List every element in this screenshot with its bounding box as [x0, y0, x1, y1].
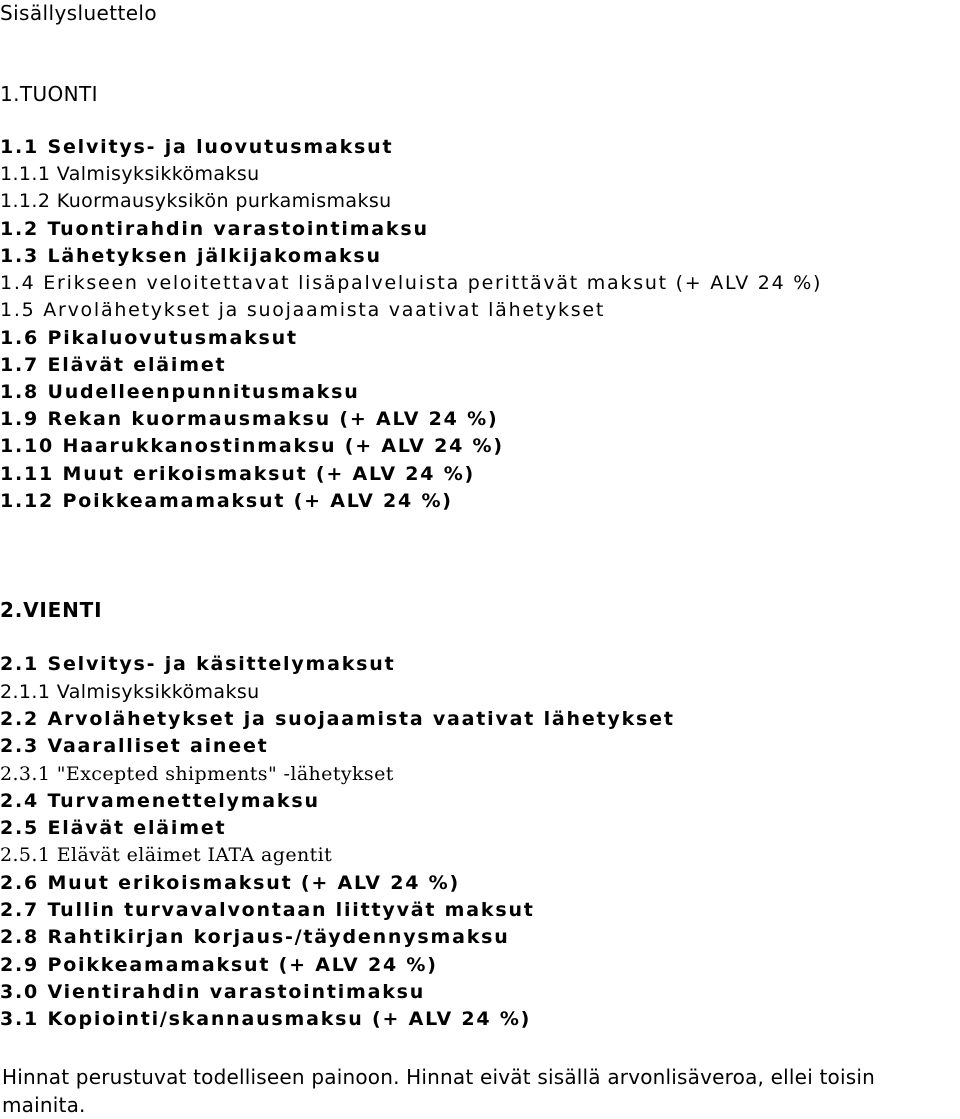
toc-entry-2-1-1: 2.1.1 Valmisyksikkömaksu — [0, 681, 260, 703]
toc-entry-1-2: 1.2 Tuontirahdin varastointimaksu — [0, 218, 429, 240]
toc-entry-2-1: 2.1 Selvitys- ja käsittelymaksut — [0, 653, 396, 675]
toc-entry-2-2: 2.2 Arvolähetykset ja suojaamista vaativat lähetykset — [0, 708, 675, 730]
toc-entry-1-8: 1.8 Uudelleenpunnitusmaksu — [0, 381, 360, 403]
toc-entry-1-3: 1.3 Lähetyksen jälkijakomaksu — [0, 245, 382, 267]
toc-entry-2-3: 2.3 Vaaralliset aineet — [0, 735, 269, 757]
toc-entry-2-3-1: 2.3.1 "Excepted shipments" -lähetykset — [0, 763, 394, 785]
toc-entry-2-9: 2.9 Poikkeamamaksut (+ ALV 24 %) — [0, 954, 438, 976]
toc-entry-2-7: 2.7 Tullin turvavalvontaan liittyvät maksut — [0, 899, 535, 921]
toc-entry-3-1: 3.1 Kopiointi/skannausmaksu (+ ALV 24 %) — [0, 1008, 532, 1030]
toc-entry-2-5-1: 2.5.1 Elävät eläimet IATA agentit — [0, 844, 333, 866]
toc-entry-1-12: 1.12 Poikkeamamaksut (+ ALV 24 %) — [0, 490, 453, 512]
toc-entry-1-1-1: 1.1.1 Valmisyksikkömaksu — [0, 163, 260, 185]
pricing-note: Hinnat perustuvat todelliseen painoon. Hinnat eivät sisällä arvonlisäveroa, ellei toisin mainita. — [2, 1065, 875, 1117]
toc-entry-1-4: 1.4 Erikseen veloitettavat lisäpalveluista perittävät maksut (+ ALV 24 %) — [0, 272, 823, 294]
toc-entry-1-5: 1.5 Arvolähetykset ja suojaamista vaativat lähetykset — [0, 299, 606, 321]
toc-entry-1-1-2: 1.1.2 Kuormausyksikön purkamismaksu — [0, 190, 392, 212]
toc-entry-1-10: 1.10 Haarukkanostinmaksu (+ ALV 24 %) — [0, 435, 504, 457]
toc-entry-1-6: 1.6 Pikaluovutusmaksut — [0, 327, 298, 349]
toc-entry-1-11: 1.11 Muut erikoismaksut (+ ALV 24 %) — [0, 463, 476, 485]
toc-entry-1-9: 1.9 Rekan kuormausmaksu (+ ALV 24 %) — [0, 408, 499, 430]
toc-entry-2-8: 2.8 Rahtikirjan korjaus-/täydennysmaksu — [0, 926, 510, 948]
section-heading-export: 2.VIENTI — [0, 598, 103, 622]
page-title: Sisällysluettelo — [0, 1, 158, 25]
toc-entry-2-4: 2.4 Turvamenettelymaksu — [0, 790, 320, 812]
toc-entry-2-6: 2.6 Muut erikoismaksut (+ ALV 24 %) — [0, 872, 460, 894]
toc-entry-1-7: 1.7 Elävät eläimet — [0, 354, 227, 376]
toc-entry-1-1: 1.1 Selvitys- ja luovutusmaksut — [0, 136, 394, 158]
toc-entry-3-0: 3.0 Vientirahdin varastointimaksu — [0, 981, 426, 1003]
section-heading-import: 1.TUONTI — [0, 82, 98, 106]
toc-entry-2-5: 2.5 Elävät eläimet — [0, 817, 227, 839]
